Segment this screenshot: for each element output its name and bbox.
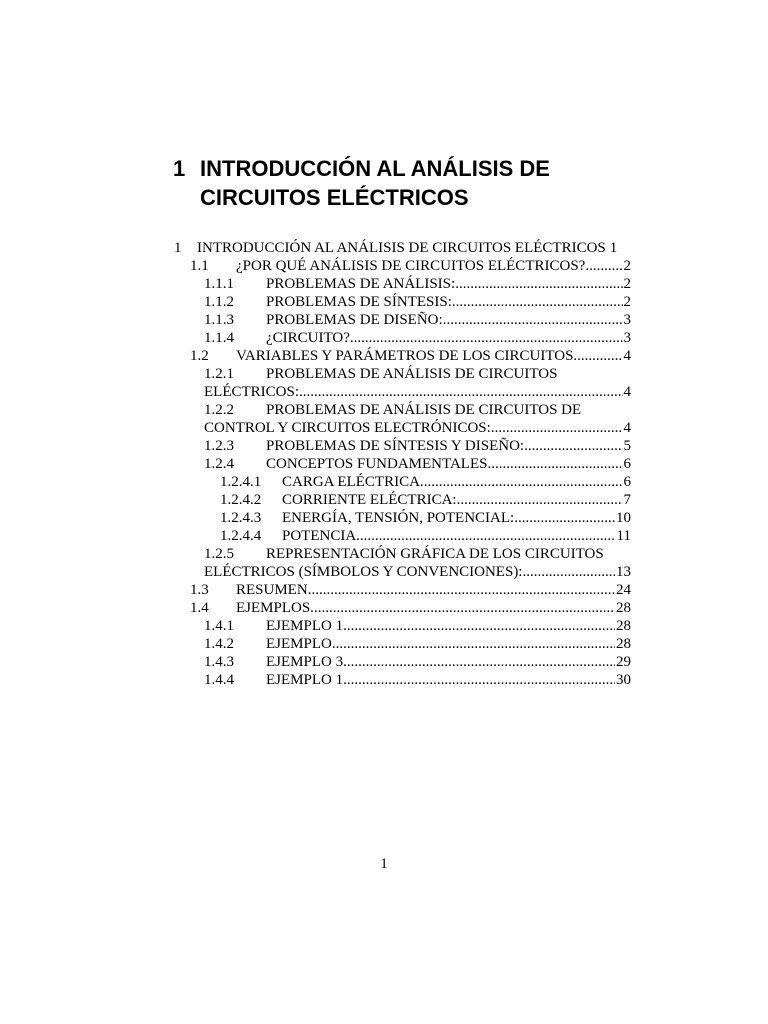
- toc-title: EJEMPLO 1: [266, 672, 344, 688]
- toc-number: 1.2.2: [204, 402, 234, 418]
- toc-page-number: 4: [623, 348, 631, 364]
- toc-entry[interactable]: [174, 239, 631, 257]
- toc-number: 1.1.3: [204, 312, 234, 328]
- toc-page-number: 2: [623, 276, 631, 292]
- toc-page-number: 1: [609, 240, 618, 256]
- toc-number: 1.2.1: [204, 366, 234, 382]
- toc-leader-dots: [343, 671, 615, 689]
- toc-page-number: 2: [623, 258, 631, 274]
- toc-leader-dots: [350, 329, 623, 347]
- toc-title: ¿CIRCUITO?: [266, 330, 350, 346]
- toc-number: 1.2.4.3: [220, 510, 262, 526]
- toc-title-continuation: ELÉCTRICOS:: [204, 384, 300, 400]
- toc-entry[interactable]: [174, 509, 631, 527]
- toc-leader-dots: [308, 581, 615, 599]
- toc-leader-dots: [424, 473, 623, 491]
- toc-page-number: 28: [616, 600, 631, 616]
- toc-title: CARGA ELÉCTRICA.: [282, 474, 424, 490]
- toc-title: PROBLEMAS DE SÍNTESIS Y DISEÑO:: [266, 438, 525, 454]
- toc-leader-dots: [522, 563, 615, 581]
- chapter-title: INTRODUCCIÓN AL ANÁLISIS DE CIRCUITOS ELÉCTRICOS: [200, 156, 550, 210]
- chapter-heading: [173, 154, 653, 212]
- toc-line: [220, 527, 631, 545]
- toc-title: REPRESENTACIÓN GRÁFICA DE LOS CIRCUITOS: [266, 546, 604, 562]
- toc-title: PROBLEMAS DE DISEÑO:: [266, 312, 443, 328]
- toc-title: EJEMPLO 1: [266, 618, 344, 634]
- toc-leader-dots: [356, 527, 615, 545]
- toc-title: INTRODUCCIÓN AL ANÁLISIS DE CIRCUITOS ELÉCTRICOS: [197, 240, 606, 256]
- toc-line: [190, 347, 631, 365]
- toc-line: [204, 563, 631, 581]
- toc-title: CONCEPTOS FUNDAMENTALES: [266, 456, 488, 472]
- toc-number: 1.2.3: [204, 438, 234, 454]
- chapter-number: 1: [173, 156, 186, 181]
- toc-entry[interactable]: [174, 581, 631, 599]
- toc-page-number: 28: [616, 636, 631, 652]
- toc-number: 1.4.1: [204, 618, 234, 634]
- toc-title: POTENCIA: [282, 528, 357, 544]
- toc-line: [204, 329, 631, 347]
- toc-number: 1.4: [190, 600, 209, 616]
- toc-number: 1.2.4.1: [220, 474, 262, 490]
- toc-number: 1.2.4.4: [220, 528, 262, 544]
- toc-entry[interactable]: [174, 671, 631, 689]
- toc-title: PROBLEMAS DE ANÁLISIS DE CIRCUITOS: [266, 366, 558, 382]
- toc-title: ENERGÍA, TENSIÓN, POTENCIAL:: [282, 510, 515, 526]
- toc-entry[interactable]: [174, 401, 631, 437]
- toc-number: 1.1.1: [204, 276, 234, 292]
- page-number: 1: [380, 856, 388, 872]
- toc-leader-dots: [299, 383, 622, 401]
- toc-page-number: 28: [616, 618, 631, 634]
- toc-entry[interactable]: [174, 527, 631, 545]
- toc-entry[interactable]: [174, 653, 631, 671]
- toc-page-number: 7: [623, 492, 631, 508]
- toc-page-number: 6: [623, 456, 631, 472]
- toc-number: 1.4.4: [204, 672, 234, 688]
- toc-entry[interactable]: [174, 329, 631, 347]
- toc-title: EJEMPLO: [266, 636, 332, 652]
- toc-entry[interactable]: [174, 473, 631, 491]
- toc-leader-dots: [455, 275, 622, 293]
- toc-leader-dots: [514, 509, 615, 527]
- toc-leader-dots: [343, 617, 615, 635]
- toc-leader-dots: [487, 455, 622, 473]
- toc-entry[interactable]: [174, 545, 631, 581]
- toc-entry[interactable]: [174, 347, 631, 365]
- toc-line: [190, 599, 631, 617]
- toc-title-continuation: ELÉCTRICOS (SÍMBOLOS Y CONVENCIONES):: [204, 564, 523, 580]
- table-of-contents: [174, 239, 631, 689]
- toc-entry[interactable]: [174, 293, 631, 311]
- toc-leader-dots: [332, 635, 615, 653]
- toc-number: 1.2.5: [204, 546, 234, 562]
- toc-leader-dots: [457, 491, 623, 509]
- toc-page-number: 4: [623, 384, 631, 400]
- toc-entry[interactable]: [174, 635, 631, 653]
- toc-title: CORRIENTE ELÉCTRICA:: [282, 492, 457, 508]
- toc-page-number: 29: [616, 654, 631, 670]
- toc-page-number: 13: [616, 564, 631, 580]
- toc-title: RESUMEN: [236, 582, 308, 598]
- toc-page-number: 30: [616, 672, 631, 688]
- toc-leader-dots: [343, 653, 615, 671]
- toc-number: 1: [174, 240, 182, 256]
- toc-page-number: 10: [616, 510, 631, 526]
- toc-line: [174, 239, 631, 257]
- toc-entry[interactable]: [174, 437, 631, 455]
- toc-number: 1.1.2: [204, 294, 234, 310]
- toc-line: [204, 455, 631, 473]
- toc-number: 1.2.4: [204, 456, 234, 472]
- toc-number: 1.2: [190, 348, 209, 364]
- toc-number: 1.3: [190, 582, 209, 598]
- toc-entry[interactable]: [174, 599, 631, 617]
- toc-leader-dots: [452, 293, 623, 311]
- toc-title: PROBLEMAS DE ANÁLISIS:: [266, 276, 456, 292]
- toc-entry[interactable]: [174, 275, 631, 293]
- toc-entry[interactable]: [174, 257, 631, 275]
- toc-number: 1.4.3: [204, 654, 234, 670]
- toc-line: [204, 311, 631, 329]
- toc-page-number: 3: [623, 312, 631, 328]
- toc-line: [204, 653, 631, 671]
- toc-line: [190, 257, 631, 275]
- toc-leader-dots: [491, 419, 623, 437]
- toc-line: [204, 383, 631, 401]
- toc-page-number: 4: [623, 420, 631, 436]
- toc-entry[interactable]: [174, 455, 631, 473]
- toc-leader-dots: [585, 257, 622, 275]
- toc-leader-dots: [524, 437, 622, 455]
- toc-line: [204, 635, 631, 653]
- toc-page-number: 11: [616, 528, 631, 544]
- toc-leader-dots: [443, 311, 623, 329]
- toc-line: [204, 671, 631, 689]
- toc-number: 1.1: [190, 258, 209, 274]
- toc-title: PROBLEMAS DE SÍNTESIS:: [266, 294, 452, 310]
- toc-line: [220, 509, 631, 527]
- toc-line: [204, 365, 631, 383]
- toc-line: [204, 437, 631, 455]
- toc-line: [204, 545, 631, 563]
- toc-number: 1.2.4.2: [220, 492, 262, 508]
- toc-title: PROBLEMAS DE ANÁLISIS DE CIRCUITOS DE: [266, 402, 582, 418]
- toc-number: 1.1.4: [204, 330, 234, 346]
- toc-leader-dots: [577, 347, 622, 365]
- toc-line: [204, 293, 631, 311]
- toc-page-number: 2: [623, 294, 631, 310]
- toc-page-number: 24: [616, 582, 631, 598]
- toc-title: VARIABLES Y PARÁMETROS DE LOS CIRCUITOS.: [236, 348, 578, 364]
- toc-page-number: 6: [623, 474, 631, 490]
- toc-entry[interactable]: [174, 365, 631, 401]
- toc-line: [220, 491, 631, 509]
- toc-entry[interactable]: [174, 617, 631, 635]
- toc-entry[interactable]: [174, 311, 631, 329]
- toc-line: [190, 581, 631, 599]
- toc-number: 1.4.2: [204, 636, 234, 652]
- toc-page-number: 3: [623, 330, 631, 346]
- toc-line: [220, 473, 631, 491]
- toc-page-number: 5: [623, 438, 631, 454]
- toc-leader-dots: [314, 599, 615, 617]
- toc-title-continuation: CONTROL Y CIRCUITOS ELECTRÓNICOS:: [204, 420, 491, 436]
- toc-line: [204, 275, 631, 293]
- toc-title: EJEMPLOS.: [236, 600, 314, 616]
- toc-line: [204, 617, 631, 635]
- toc-line: [204, 401, 631, 419]
- toc-entry[interactable]: [174, 491, 631, 509]
- toc-title: ¿POR QUÉ ANÁLISIS DE CIRCUITOS ELÉCTRICOS?: [236, 258, 586, 274]
- toc-title: EJEMPLO 3: [266, 654, 344, 670]
- toc-line: [204, 419, 631, 437]
